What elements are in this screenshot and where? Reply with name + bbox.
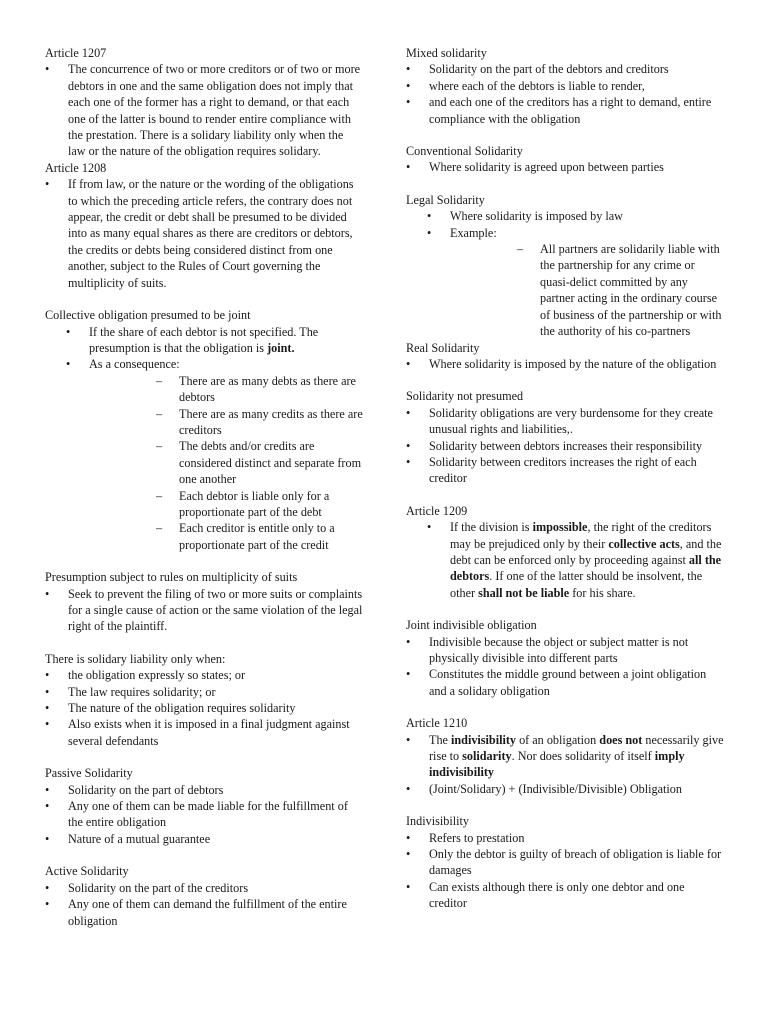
list-item: • Constitutes the middle ground between a joint obligation and a solidary obligation <box>406 666 724 699</box>
sub-list-item: – Each creditor is entitle only to a proportionate part of the credit <box>89 520 363 553</box>
list-item: • Solidarity obligations are very burdensome for they create unusual rights and liabilities,. <box>406 405 724 438</box>
article-1209-section <box>406 503 724 601</box>
bold-term: does not <box>599 732 643 747</box>
real-solidarity-heading: Real Solidarity <box>406 340 480 355</box>
text-run: . Nor does solidarity of itself <box>511 749 655 764</box>
text-run: necessarily give rise to <box>429 732 724 764</box>
solidarity-not-presumed-section <box>406 388 724 486</box>
list-item <box>406 225 724 340</box>
bold-term: all the debtors <box>450 552 722 584</box>
bold-term: indivisibility <box>451 732 517 747</box>
bold-term: imply indivisibility <box>429 749 685 780</box>
list-item <box>406 732 724 781</box>
list-item <box>45 324 363 357</box>
passive-solidarity-section <box>45 765 363 847</box>
left-column <box>45 45 363 945</box>
sub-list-item: – The debts and/or credits are considered distinct and separate from one another <box>89 438 363 487</box>
list-item: • The law requires solidarity; or <box>45 684 363 700</box>
list-item: • the obligation expressly so states; or <box>45 667 363 683</box>
sub-list-item: – Each debtor is liable only for a proportionate part of the debt <box>89 488 363 521</box>
real-solidarity-section <box>406 340 724 373</box>
indivisibility-section <box>406 813 724 911</box>
list-item-text: If from law, or the nature or the wording of the obligations to which the preceding article refers, the contrary does not appear, the credit or debt shall be presumed to be divided into as many equal shares as there are creditors or debtors, the credits or debts being considered distinct from one another, subject to the Rules of Court governing the multiplicity of suits. <box>68 177 354 290</box>
sub-list-item: – There are as many credits as there are creditors <box>89 406 363 439</box>
list-item: • (Joint/Solidary) + (Indivisible/Divisible) Obligation <box>406 781 724 797</box>
list-item: • Any one of them can be made liable for the fulfillment of the entire obligation <box>45 798 363 831</box>
sub-list-item: – There are as many debts as there are debtors <box>89 373 363 406</box>
list-item: • Seek to prevent the filing of two or more suits or complaints for a single cause of action or the same violation of the legal right of the plaintiff. <box>45 586 363 635</box>
text-run: of an obligation <box>516 732 600 747</box>
list-item: • Refers to prestation <box>406 830 724 846</box>
article-1210-section <box>406 715 724 797</box>
list-item: • Indivisible because the object or subject matter is not physically divisible into different parts <box>406 634 724 667</box>
text-run: . If one of the latter should be insolvent, the other <box>450 569 703 600</box>
solidary-liability-section <box>45 651 363 749</box>
article-1210-heading: Article 1210 <box>406 716 468 731</box>
list-item: • where each of the debtors is liable to render, <box>406 78 724 94</box>
list-item: • Only the debtor is guilty of breach of obligation is liable for damages <box>406 846 724 879</box>
presumption-section <box>45 569 363 635</box>
list-item-text: If the share of each debtor is not specified. The presumption is that the obligation is <box>89 324 319 355</box>
list-item: • Where solidarity is agreed upon between parties <box>406 159 724 175</box>
text-run: for his share. <box>569 585 636 600</box>
article-1208-section <box>45 160 363 291</box>
bold-term: collective acts <box>608 536 680 551</box>
list-item: • Where solidarity is imposed by law <box>406 208 724 224</box>
collective-obligation-section <box>45 307 363 553</box>
list-item: • Solidarity between debtors increases their responsibility <box>406 438 724 454</box>
text-run: , the right of the creditors may be prejudiced only by their <box>450 520 712 551</box>
list-item: • Solidarity on the part of the creditors <box>45 880 363 896</box>
text-run: The <box>429 732 451 747</box>
list-item: • Any one of them can demand the fulfillment of the entire obligation <box>45 896 363 929</box>
joint-indivisible-heading: Joint indivisible obligation <box>406 618 537 633</box>
collective-obligation-heading: Collective obligation presumed to be joint <box>45 308 251 323</box>
solidary-liability-heading: There is solidary liability only when: <box>45 651 226 666</box>
text-run: If the division is <box>450 520 533 535</box>
list-item: • Solidarity between creditors increases the right of each creditor <box>406 454 724 487</box>
indivisibility-heading: Indivisibility <box>406 814 469 829</box>
list-item <box>45 176 363 291</box>
bold-term: joint. <box>267 340 295 355</box>
list-item: • The nature of the obligation requires solidarity <box>45 700 363 716</box>
article-1207-section <box>45 45 363 160</box>
active-solidarity-heading: Active Solidarity <box>45 864 129 879</box>
list-item: • and each one of the creditors has a right to demand, entire compliance with the obligation <box>406 94 724 127</box>
legal-solidarity-heading: Legal Solidarity <box>406 192 485 207</box>
list-item: • Solidarity on the part of the debtors and creditors <box>406 61 724 77</box>
bold-term: shall not be liable <box>478 585 570 600</box>
list-item <box>45 356 363 553</box>
passive-solidarity-heading: Passive Solidarity <box>45 766 133 781</box>
bold-term: impossible <box>532 520 588 535</box>
article-1208-heading: Article 1208 <box>45 160 107 175</box>
list-item: • Where solidarity is imposed by the nature of the obligation <box>406 356 724 372</box>
active-solidarity-section <box>45 863 363 929</box>
text-run: , and the debt can be enforced only by proceeding against <box>450 536 722 567</box>
conventional-solidarity-heading: Conventional Solidarity <box>406 144 523 159</box>
list-item <box>406 519 724 601</box>
article-1207-heading: Article 1207 <box>45 46 107 60</box>
list-item: • Solidarity on the part of debtors <box>45 782 363 798</box>
list-item-text: Example: <box>450 225 497 240</box>
presumption-heading: Presumption subject to rules on multiplicity of suits <box>45 570 298 585</box>
list-item: • Also exists when it is imposed in a final judgment against several defendants <box>45 716 363 749</box>
right-column <box>406 45 724 928</box>
conventional-solidarity-section <box>406 143 724 176</box>
bold-term: solidarity <box>462 749 512 764</box>
list-item: • Nature of a mutual guarantee <box>45 831 363 847</box>
solidarity-not-presumed-heading: Solidarity not presumed <box>406 389 524 404</box>
mixed-solidarity-heading: Mixed solidarity <box>406 46 487 60</box>
mixed-solidarity-section <box>406 45 724 127</box>
list-item: • Can exists although there is only one debtor and one creditor <box>406 879 724 912</box>
article-1209-heading: Article 1209 <box>406 503 468 518</box>
list-item: • The concurrence of two or more creditors or of two or more debtors in one and the same obligation does not imply that each one of the former has a right to demand, or that each one of the latter is bound to render entire compliance with the prestation. There is a solidary liability only when the law or the nature of the obligation requires solidary. <box>45 61 363 159</box>
list-item-text: As a consequence: <box>89 357 180 372</box>
sub-list-item: – All partners are solidarily liable with the partnership for any crime or quasi-delict committed by any partner acting in the ordinary course of business of the partnership or with the authority of his co-partners <box>450 241 724 339</box>
legal-solidarity-section <box>406 192 724 340</box>
joint-indivisible-section <box>406 617 724 699</box>
